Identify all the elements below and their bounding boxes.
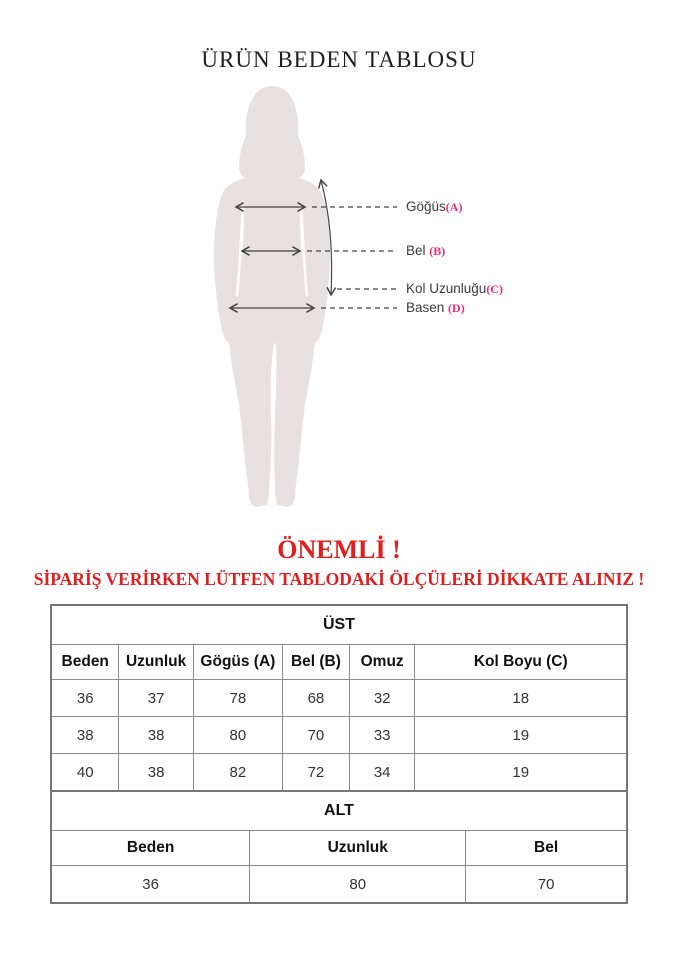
size-cell: 38 (119, 754, 193, 792)
label-text: Kol Uzunluğu (406, 281, 487, 296)
alt-col-beden: Beden (51, 831, 250, 866)
size-cell: 36 (51, 866, 250, 904)
size-cell: 19 (415, 717, 627, 754)
size-cell: 32 (349, 680, 415, 717)
size-cell: 36 (51, 680, 119, 717)
label-text: Basen (406, 300, 449, 315)
size-cell: 38 (51, 717, 119, 754)
size-cell: 40 (51, 754, 119, 792)
size-table-alt (50, 790, 628, 904)
size-cell: 82 (193, 754, 282, 792)
measurement-label-hip (406, 300, 465, 316)
table-row (51, 754, 627, 792)
size-cell: 78 (193, 680, 282, 717)
ust-col-beden: Beden (51, 645, 119, 680)
alt-col-uzunluk: Uzunluk (250, 831, 466, 866)
ust-col-gogus: Gögüs (A) (193, 645, 282, 680)
measurement-label-waist (406, 243, 445, 259)
label-letter: (B) (429, 244, 446, 258)
table-row (51, 866, 627, 904)
alt-column-header-row (51, 831, 627, 866)
label-letter: (C) (486, 282, 503, 296)
size-cell: 34 (349, 754, 415, 792)
ust-col-kol-boyu: Kol Boyu (C) (415, 645, 627, 680)
ust-column-header-row (51, 645, 627, 680)
label-text: Göğüs (406, 199, 446, 214)
size-cell: 80 (193, 717, 282, 754)
label-letter: (A) (445, 200, 463, 214)
ust-col-bel: Bel (B) (283, 645, 350, 680)
size-cell: 37 (119, 680, 193, 717)
size-cell: 38 (119, 717, 193, 754)
alt-col-bel: Bel (466, 831, 627, 866)
ust-col-omuz: Omuz (349, 645, 415, 680)
measurement-label-chest (406, 199, 462, 215)
label-text: Bel (406, 243, 430, 258)
size-cell: 72 (283, 754, 350, 792)
size-cell: 19 (415, 754, 627, 792)
page-title: ÜRÜN BEDEN TABLOSU (201, 47, 477, 72)
warning-title: ÖNEMLİ ! (277, 535, 401, 564)
size-cell: 18 (415, 680, 627, 717)
size-table-ust (50, 604, 628, 792)
label-letter: (D) (448, 301, 465, 315)
measurement-label-arm-length (406, 281, 503, 297)
female-body-silhouette (214, 86, 330, 507)
size-cell: 70 (283, 717, 350, 754)
size-cell: 70 (466, 866, 627, 904)
ust-col-uzunluk: Uzunluk (119, 645, 193, 680)
section-header-alt: ALT (51, 791, 627, 831)
size-cell: 68 (283, 680, 350, 717)
table-row (51, 717, 627, 754)
section-header-ust: ÜST (51, 605, 627, 645)
warning-subtitle: SİPARİŞ VERİRKEN LÜTFEN TABLODAKİ ÖLÇÜLERİ DİKKATE ALINIZ ! (33, 569, 645, 589)
female-silhouette-diagram (0, 80, 678, 532)
measurement-figure (0, 80, 678, 532)
size-cell: 80 (250, 866, 466, 904)
table-row (51, 680, 627, 717)
size-cell: 33 (349, 717, 415, 754)
